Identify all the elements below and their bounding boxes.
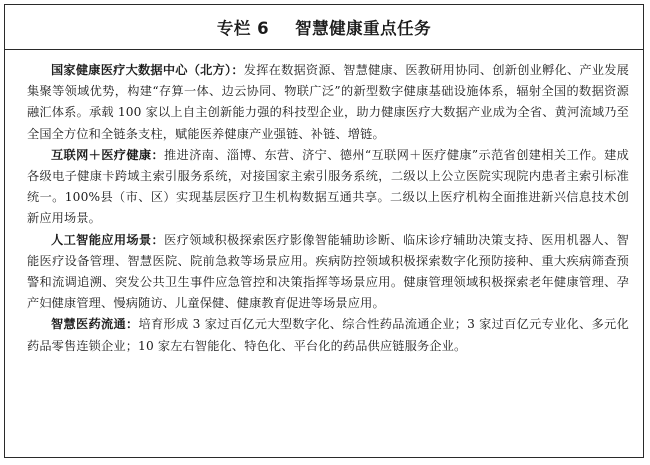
section-body: 发挥在数据资源、智慧健康、医教研用协同、创新创业孵化、产业发展集聚等领域优势，构建“存算一体、边云协同、物联广泛”的新型数字健康基础设施体系，辐射全国的数据资源融汇体系。承载 100 家以上自主创新能力强的科技型企业，助力健康医疗大数据产业成为全省、黄河流域乃至全国全方位和全链条支柱，赋能医养健康产业强链、补链、增链。	[27, 63, 629, 141]
section-heading: 互联网＋医疗健康：	[51, 147, 164, 162]
section-ai-scenarios	[27, 230, 629, 315]
section-big-data-center	[27, 60, 629, 145]
section-body: 培育形成 3 家过百亿元大型数字化、综合性药品流通企业；3 家过百亿元专业化、多元化药品零售连锁企业；10 家左右智能化、特色化、平台化的药品供应链服务企业。	[27, 317, 629, 353]
section-heading: 智慧医药流通：	[51, 317, 139, 332]
box-title-bar	[5, 5, 643, 50]
section-body: 医疗领域积极探索医疗影像智能辅助诊断、临床诊疗辅助决策支持、医用机器人、智能医疗设备管理、智慧医院、院前急救等场景应用。疾病防控领域积极探索数字化预防接种、重大疾病筛查预警和流调追溯、突发公共卫生事件应急管控和决策指挥等场景应用。健康管理领域积极探索老年健康管理、孕产妇健康管理、慢病随访、儿童保健、健康教育促进等场景应用。	[27, 232, 629, 311]
box-content	[27, 60, 629, 357]
section-body: 推进济南、淄博、东营、济宁、德州“互联网＋医疗健康”示范省创建相关工作。建成各级电子健康卡跨域主索引服务系统，对接国家主索引服务系统，二级以上公立医院实现院内患者主索引标准统一。100%县（市、区）实现基层医疗卫生机构数据互通共享。二级以上医疗机构全面推进新兴信息技术创新应用场景。	[27, 147, 629, 226]
box-title: 智慧健康重点任务	[295, 19, 432, 38]
feature-box	[4, 4, 644, 458]
box-label: 专栏 6	[216, 19, 270, 38]
section-heading: 国家健康医疗大数据中心（北方）：	[51, 63, 244, 77]
section-internet-healthcare	[27, 145, 629, 230]
section-pharma-distribution	[27, 314, 629, 356]
section-heading: 人工智能应用场景：	[51, 232, 165, 247]
